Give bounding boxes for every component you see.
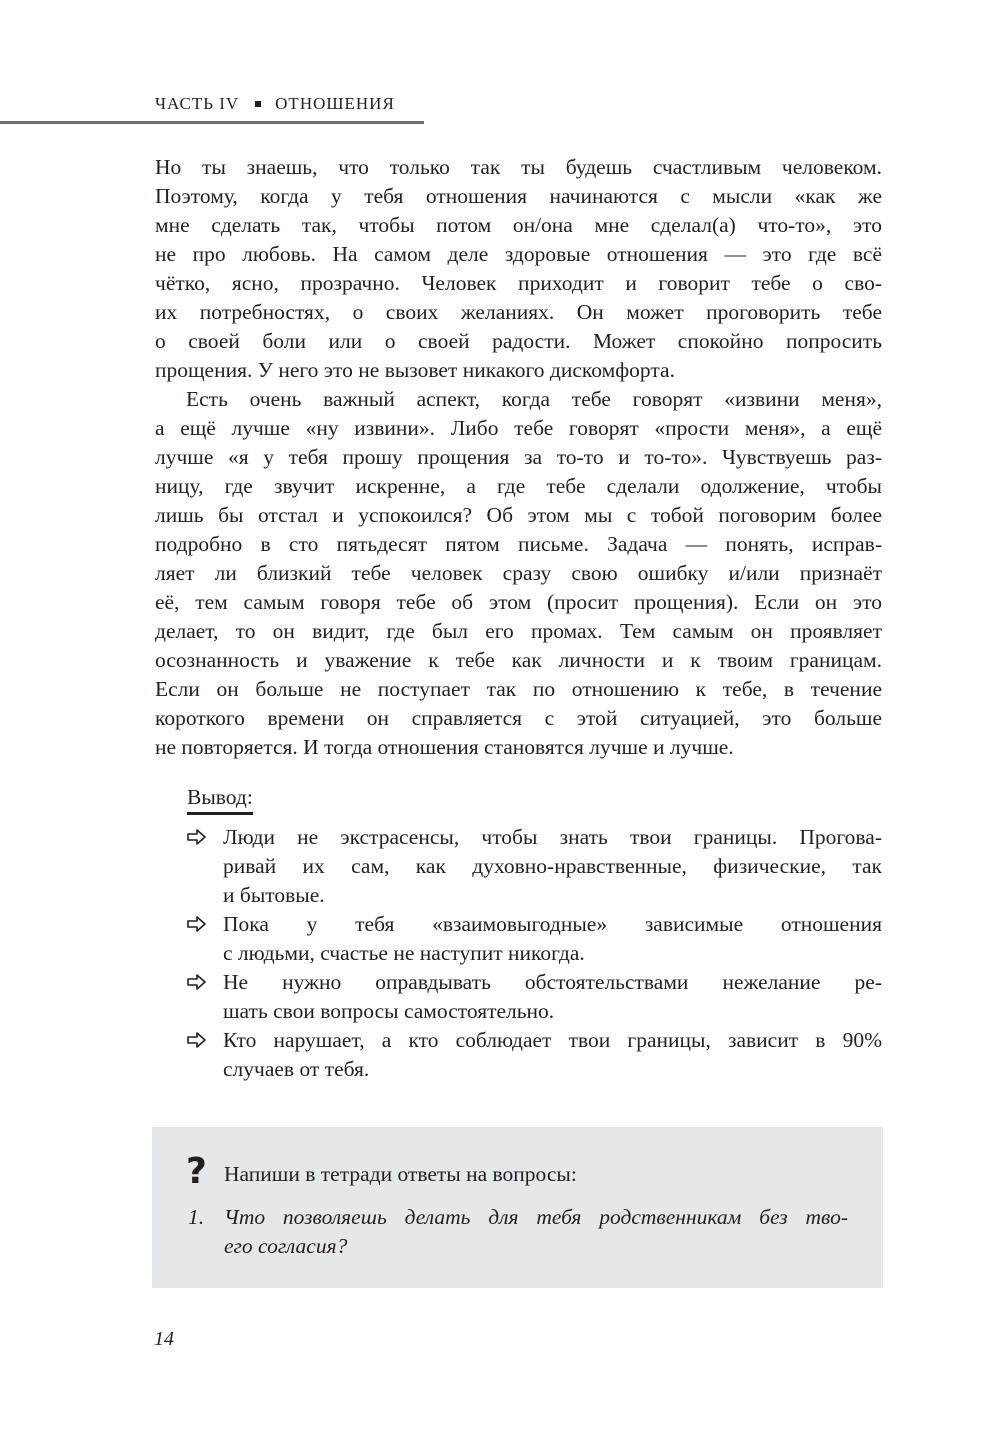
arrow-right-icon (187, 828, 207, 846)
text-line: с людьми, счастье не наступит никогда. (223, 941, 585, 965)
page-number: 14 (154, 1328, 174, 1350)
text-line: делает, то он видит, где был его промах. Тем самым он проявляет (155, 619, 882, 643)
text-line: и бытовые. (223, 883, 325, 907)
question-box (152, 1127, 883, 1288)
text-line: Есть очень важный аспект, когда тебе говорят «извини меня», (186, 387, 882, 411)
text-line: шать свои вопросы самостоятельно. (223, 999, 555, 1023)
conclusion-list (187, 823, 882, 1084)
text-line: его согласия? (224, 1234, 348, 1258)
text-line: Что позволяешь делать для тебя родственникам без тво- (224, 1205, 848, 1229)
text-line: осознанность и уважение к тебе как личности и к твоим границам. (155, 648, 882, 672)
question-mark-icon: ? (186, 1151, 207, 1192)
text-line: Люди не экстрасенсы, чтобы знать твои границы. Прогова- (223, 825, 882, 849)
list-item (187, 910, 882, 968)
section-label: ОТНОШЕНИЯ (275, 94, 395, 113)
text-line: чётко, ясно, прозрачно. Человек приходит и говорит тебе о сво- (155, 271, 882, 295)
text-line: случаев от тебя. (223, 1057, 370, 1081)
text-line: подробно в сто пятьдесят пятом письме. Задача — понять, исправ- (155, 532, 882, 556)
running-header (155, 94, 395, 114)
text-line: не про любовь. На самом деле здоровые отношения — это где всё (155, 242, 882, 266)
text-line: о своей боли или о своей радости. Может спокойно попросить (155, 329, 882, 353)
question-number: 1. (188, 1205, 205, 1229)
paragraph-1 (155, 153, 882, 385)
text-line: Кто нарушает, а кто соблюдает твои границы, зависит в 90% (223, 1028, 882, 1052)
text-line: не повторяется. И тогда отношения становятся лучше и лучше. (155, 735, 734, 759)
text-line: Пока у тебя «взаимовыгодные» зависимые отношения (223, 912, 882, 936)
list-item (187, 968, 882, 1026)
conclusion-heading: Вывод: (187, 783, 253, 815)
text-line: ляет ли близкий тебе человек сразу свою ошибку и/или признаёт (155, 561, 882, 585)
text-line: Не нужно оправдывать обстоятельствами нежелание ре- (223, 970, 882, 994)
text-line: а ещё лучше «ну извини». Либо тебе говорят «прости меня», а ещё (155, 416, 882, 440)
text-line: лишь бы отстал и успокоился? Об этом мы с тобой поговорим более (155, 503, 882, 527)
text-line: ривай их сам, как духовно-нравственные, физические, так (223, 854, 882, 878)
text-line: мне сделать так, чтобы потом он/она мне сделал(а) что-то», это (155, 213, 882, 237)
text-line: их потребностях, о своих желаниях. Он может проговорить тебе (155, 300, 882, 324)
arrow-right-icon (187, 1031, 207, 1049)
text-line: прощения. У него это не вызовет никакого дискомфорта. (155, 358, 675, 382)
separator-square-icon (255, 101, 261, 107)
text-line: Поэтому, когда у тебя отношения начинаются с мысли «как же (155, 184, 882, 208)
question-box-title: Напиши в тетради ответы на вопросы: (224, 1162, 577, 1186)
text-line: ницу, где звучит искренне, а где тебе сделали одолжение, чтобы (155, 474, 882, 498)
question-item (188, 1203, 848, 1261)
list-item (187, 1026, 882, 1084)
part-label: ЧАСТЬ IV (155, 94, 240, 113)
text-line: лучше «я у тебя прошу прощения за то-то и то-то». Чувствуешь раз- (155, 445, 882, 469)
arrow-right-icon (187, 973, 207, 991)
header-rule (0, 121, 424, 124)
text-line: её, тем самым говоря тебе об этом (просит прощения). Если он это (155, 590, 882, 614)
arrow-right-icon (187, 915, 207, 933)
list-item (187, 823, 882, 910)
paragraph-2 (155, 385, 882, 762)
text-line: короткого времени он справляется с этой ситуацией, это больше (155, 706, 882, 730)
text-line: Если он больше не поступает так по отношению к тебе, в течение (155, 677, 882, 701)
text-line: Но ты знаешь, что только так ты будешь счастливым человеком. (155, 155, 882, 179)
